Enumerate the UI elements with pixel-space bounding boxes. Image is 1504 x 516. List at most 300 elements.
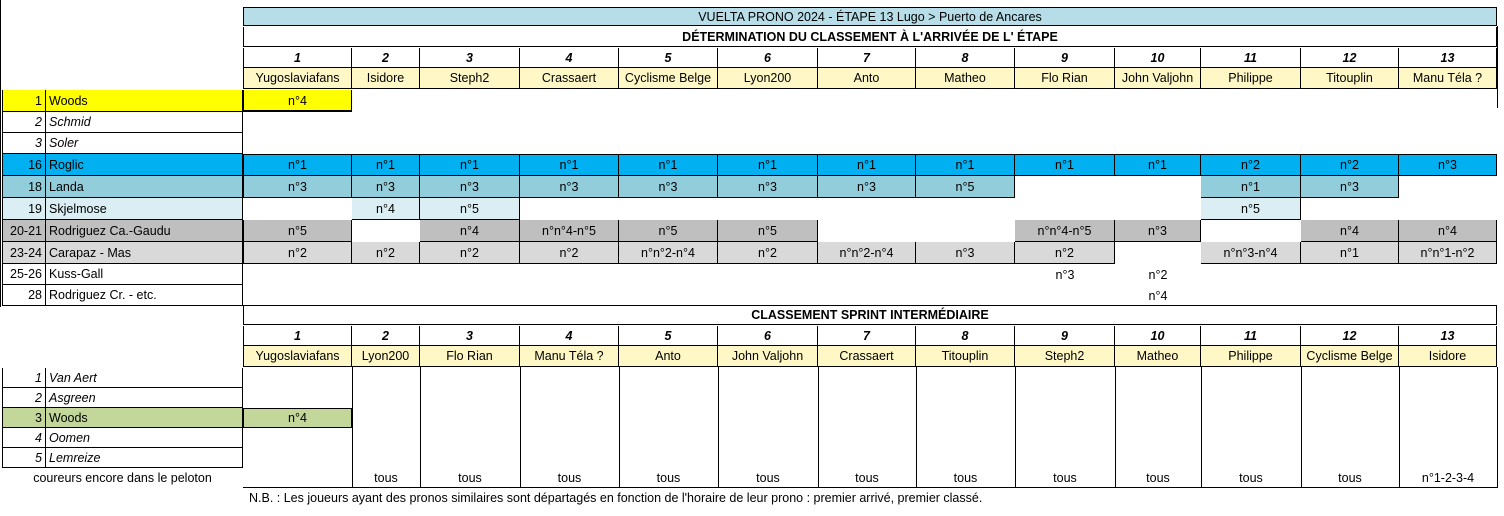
- stage-rider-pos: 28: [2, 285, 46, 306]
- stage-prono-cell: n°1: [352, 154, 420, 176]
- stage-rider-name: Kuss-Gall: [46, 264, 243, 285]
- stage-prono-cell: n°1: [1115, 154, 1201, 176]
- sprint-prono-cell: [619, 448, 718, 468]
- sprint-rank: 2: [352, 326, 420, 346]
- stage-prono-cell: n°2: [1015, 242, 1115, 264]
- peloton-cell: tous: [1239, 471, 1263, 485]
- sprint-prono-cell: [352, 448, 420, 468]
- stage-prono-cell: n°1: [1201, 176, 1301, 198]
- stage-prono-cell: [420, 90, 520, 112]
- stage-prono-cell: [1201, 133, 1301, 154]
- stage-prono-cell: [1115, 198, 1201, 220]
- stage-prono-cell: n°2: [1301, 154, 1399, 176]
- stage-rank: 9: [1015, 48, 1115, 68]
- stage-prono-cell: [1115, 242, 1201, 264]
- stage-prono-cell: [243, 264, 352, 285]
- stage-rank: 11: [1201, 48, 1301, 68]
- sprint-prono-cell: [1015, 448, 1115, 468]
- sprint-rank: 9: [1015, 326, 1115, 346]
- sprint-prono-cell: [352, 428, 420, 448]
- stage-prono-cell: n°3: [1301, 176, 1399, 198]
- bottom-border: [243, 487, 1498, 488]
- stage-prono-cell: n°1: [718, 154, 818, 176]
- stage-prono-cell: [818, 264, 916, 285]
- stage-player-12: Titouplin: [1301, 68, 1399, 89]
- stage-prono-cell: n°2: [520, 242, 619, 264]
- sprint-rider-pos: 2: [2, 388, 46, 408]
- sprint-prono-cell: [243, 448, 352, 468]
- stage-prono-cell: [916, 198, 1015, 220]
- stage-prono-cell: n°1: [1015, 154, 1115, 176]
- stage-prono-cell: n°3: [1055, 267, 1075, 282]
- stage-prono-cell: [520, 285, 619, 306]
- peloton-label: coureurs encore dans le peloton: [33, 471, 212, 485]
- stage-rider-pos: 3: [2, 133, 46, 154]
- stage-player-13: Manu Téla ?: [1399, 68, 1497, 89]
- sprint-rider-pos: 1: [2, 368, 46, 388]
- stage-prono-cell: [916, 264, 1015, 285]
- peloton-cell: tous: [756, 471, 780, 485]
- stage-prono-cell: [1399, 112, 1497, 133]
- sprint-rank: 7: [818, 326, 916, 346]
- sprint-prono-cell: [420, 368, 520, 388]
- stage-prono-cell: [619, 264, 718, 285]
- stage-prono-cell: n°n°3-n°4: [1201, 242, 1301, 264]
- sprint-rank: 1: [243, 326, 352, 346]
- stage-rank: 12: [1301, 48, 1399, 68]
- stage-prono-cell: [520, 198, 619, 220]
- stage-prono-cell: [1015, 198, 1115, 220]
- sprint-prono-cell: [1115, 428, 1201, 448]
- stage-rider-name: Schmid: [46, 112, 243, 133]
- stage-rider-pos: 20-21: [2, 220, 46, 242]
- stage-prono-cell: [1015, 176, 1115, 198]
- stage-prono-cell: [619, 198, 718, 220]
- sprint-rider-pos: 3: [2, 408, 46, 428]
- sprint-player-2: Lyon200: [352, 346, 420, 367]
- sprint-rank: 13: [1399, 326, 1497, 346]
- sprint-player-12: Cyclisme Belge: [1301, 346, 1399, 367]
- stage-prono-cell: n°2: [1148, 267, 1168, 282]
- stage-prono-cell: [1201, 90, 1301, 112]
- stage-rank: 7: [818, 48, 916, 68]
- stage-rank: 10: [1115, 48, 1201, 68]
- sprint-prono-cell: [1301, 408, 1399, 428]
- stage-prono-cell: [352, 90, 420, 112]
- sprint-player-4: Manu Téla ?: [520, 346, 619, 367]
- stage-prono-cell: [1301, 133, 1399, 154]
- stage-player-3: Steph2: [420, 68, 520, 89]
- stage-prono-cell: n°3: [1115, 220, 1201, 242]
- stage-prono-cell: [420, 133, 520, 154]
- stage-player-4: Crassaert: [520, 68, 619, 89]
- sprint-rider-name: Woods: [46, 408, 243, 428]
- stage-prono-cell: n°1: [420, 154, 520, 176]
- sprint-prono-cell: [916, 428, 1015, 448]
- stage-prono-cell: [619, 133, 718, 154]
- stage-prono-cell: [818, 198, 916, 220]
- stage-prono-cell: [352, 112, 420, 133]
- peloton-cell: tous: [656, 471, 681, 485]
- sprint-rider-name: Oomen: [46, 428, 243, 448]
- sprint-prono-cell: [1399, 408, 1497, 428]
- stage-prono-cell: [718, 285, 818, 306]
- sprint-prono-cell: [520, 368, 619, 388]
- stage-prono-cell: [718, 198, 818, 220]
- stage-prono-cell: n°3: [718, 176, 818, 198]
- stage-rider-pos: 16: [2, 154, 46, 176]
- stage-rank: 3: [420, 48, 520, 68]
- peloton-cell: tous: [1146, 471, 1170, 485]
- stage-prono-cell: n°2: [1201, 154, 1301, 176]
- stage-prono-cell: [619, 285, 718, 306]
- stage-prono-cell: [916, 285, 1015, 306]
- sprint-prono-cell: [818, 388, 916, 408]
- sprint-prono-cell: [520, 428, 619, 448]
- stage-prono-cell: [1399, 90, 1497, 112]
- sprint-rider-name: Van Aert: [46, 368, 243, 388]
- sprint-player-10: Matheo: [1115, 346, 1201, 367]
- sprint-prono-cell: [818, 368, 916, 388]
- sprint-prono-cell: [1015, 388, 1115, 408]
- stage-player-7: Anto: [818, 68, 916, 89]
- stage-prono-cell: n°3: [916, 242, 1015, 264]
- stage-prono-cell: [718, 264, 818, 285]
- stage-rank: 8: [916, 48, 1015, 68]
- stage-rider-name: Skjelmose: [46, 198, 243, 220]
- stage-prono-cell: n°5: [916, 176, 1015, 198]
- stage-player-5: Cyclisme Belge: [619, 68, 718, 89]
- sprint-prono-cell: [1201, 448, 1301, 468]
- stage-prono-cell: [818, 90, 916, 112]
- stage-prono-cell: [420, 285, 520, 306]
- sprint-prono-cell: [718, 388, 818, 408]
- stage-prono-cell: n°2: [718, 242, 818, 264]
- stage-heading: DÉTERMINATION DU CLASSEMENT À L'ARRIVÉE DE L' ÉTAPE: [243, 27, 1497, 47]
- sprint-prono-cell: [1201, 368, 1301, 388]
- sprint-rank: 10: [1115, 326, 1201, 346]
- sprint-prono-cell: [818, 428, 916, 448]
- sprint-prono-cell: [243, 368, 352, 388]
- stage-prono-cell: [1015, 90, 1115, 112]
- sprint-rank: 6: [718, 326, 818, 346]
- stage-prono-cell: n°3: [520, 176, 619, 198]
- stage-prono-cell: [916, 220, 1015, 242]
- stage-prono-cell: [1301, 112, 1399, 133]
- sprint-rank: 3: [420, 326, 520, 346]
- stage-prono-cell: n°4: [1301, 220, 1399, 242]
- stage-rank: 6: [718, 48, 818, 68]
- sprint-player-11: Philippe: [1201, 346, 1301, 367]
- sprint-prono-cell: [1115, 448, 1201, 468]
- sprint-prono-cell: n°4: [243, 408, 352, 428]
- sprint-prono-cell: [619, 368, 718, 388]
- stage-prono-cell: n°4: [1399, 220, 1497, 242]
- sprint-prono-cell: [1301, 428, 1399, 448]
- sprint-prono-cell: [1201, 408, 1301, 428]
- sprint-prono-cell: [520, 408, 619, 428]
- stage-prono-cell: [352, 285, 420, 306]
- stage-rank: 1: [243, 48, 352, 68]
- stage-prono-cell: n°1: [916, 154, 1015, 176]
- sprint-prono-cell: [420, 388, 520, 408]
- stage-prono-cell: [718, 112, 818, 133]
- sprint-prono-cell: [619, 408, 718, 428]
- stage-prono-cell: n°3: [818, 176, 916, 198]
- stage-prono-cell: [1301, 285, 1399, 306]
- sprint-prono-cell: [1399, 368, 1497, 388]
- stage-prono-cell: [420, 264, 520, 285]
- stage-prono-cell: n°4: [352, 198, 420, 220]
- stage-prono-cell: [619, 112, 718, 133]
- sprint-prono-cell: [1301, 368, 1399, 388]
- stage-prono-cell: n°n°1-n°2: [1399, 242, 1497, 264]
- stage-rider-name: Woods: [46, 90, 243, 112]
- stage-prono-cell: [520, 264, 619, 285]
- sprint-rider-name: Lemreize: [46, 448, 243, 468]
- sprint-prono-cell: [1115, 388, 1201, 408]
- row-border: [243, 110, 352, 112]
- sprint-rank: 4: [520, 326, 619, 346]
- sprint-prono-cell: [916, 388, 1015, 408]
- sprint-prono-cell: [1301, 388, 1399, 408]
- peloton-cell: n°1-2-3-4: [1421, 471, 1475, 485]
- stage-prono-cell: [520, 133, 619, 154]
- sprint-prono-cell: [1015, 368, 1115, 388]
- stage-prono-cell: n°1: [619, 154, 718, 176]
- stage-prono-cell: [1301, 90, 1399, 112]
- sprint-prono-cell: [619, 388, 718, 408]
- sprint-prono-cell: [619, 428, 718, 448]
- stage-prono-cell: [1115, 112, 1201, 133]
- peloton-cell: tous: [855, 471, 879, 485]
- stage-prono-cell: n°5: [619, 220, 718, 242]
- stage-player-1: Yugoslaviafans: [243, 68, 352, 89]
- sprint-player-3: Flo Rian: [420, 346, 520, 367]
- stage-prono-cell: [718, 133, 818, 154]
- stage-prono-cell: [243, 133, 352, 154]
- stage-prono-cell: [1115, 133, 1201, 154]
- stage-prono-cell: [916, 112, 1015, 133]
- stage-prono-cell: [420, 112, 520, 133]
- sprint-player-8: Titouplin: [916, 346, 1015, 367]
- stage-prono-cell: [1301, 198, 1399, 220]
- stage-prono-cell: n°n°4-n°5: [1015, 220, 1115, 242]
- stage-prono-cell: [1115, 90, 1201, 112]
- stage-prono-cell: n°3: [619, 176, 718, 198]
- stage-rider-name: Roglic: [46, 154, 243, 176]
- stage-prono-cell: [1399, 198, 1497, 220]
- stage-rider-pos: 23-24: [2, 242, 46, 264]
- stage-rank: 5: [619, 48, 718, 68]
- sprint-prono-cell: [352, 388, 420, 408]
- stage-prono-cell: n°1: [818, 154, 916, 176]
- stage-prono-cell: n°1: [243, 154, 352, 176]
- sprint-rank: 5: [619, 326, 718, 346]
- sprint-prono-cell: [1115, 408, 1201, 428]
- sprint-prono-cell: [1301, 448, 1399, 468]
- stage-prono-cell: [1015, 112, 1115, 133]
- stage-prono-cell: [818, 220, 916, 242]
- sprint-prono-cell: [1201, 428, 1301, 448]
- sprint-prono-cell: [818, 448, 916, 468]
- stage-prono-cell: [818, 133, 916, 154]
- stage-rider-name: Carapaz - Mas: [46, 242, 243, 264]
- stage-prono-cell: [1201, 264, 1301, 285]
- sprint-prono-cell: [420, 428, 520, 448]
- stage-rider-name: Rodriguez Ca.-Gaudu: [46, 220, 243, 242]
- sprint-prono-cell: [718, 428, 818, 448]
- stage-prono-cell: n°5: [243, 220, 352, 242]
- stage-prono-cell: n°1: [1301, 242, 1399, 264]
- sprint-rider-pos: 5: [2, 448, 46, 468]
- stage-rank: 13: [1399, 48, 1497, 68]
- stage-rider-pos: 25-26: [2, 264, 46, 285]
- sprint-prono-cell: [420, 408, 520, 428]
- stage-title: VUELTA PRONO 2024 - ÉTAPE 13 Lugo > Puerto de Ancares: [243, 7, 1497, 26]
- stage-prono-cell: n°1: [520, 154, 619, 176]
- stage-prono-cell: [243, 285, 352, 306]
- stage-prono-cell: [818, 112, 916, 133]
- stage-prono-cell: n°4: [420, 220, 520, 242]
- left-border: [0, 0, 1, 307]
- stage-player-8: Matheo: [916, 68, 1015, 89]
- stage-prono-cell: n°3: [420, 176, 520, 198]
- stage-player-6: Lyon200: [718, 68, 818, 89]
- sprint-player-7: Crassaert: [818, 346, 916, 367]
- stage-rider-pos: 18: [2, 176, 46, 198]
- peloton-cell: tous: [458, 471, 482, 485]
- stage-prono-cell: n°4: [243, 90, 352, 112]
- stage-prono-cell: n°n°2-n°4: [619, 242, 718, 264]
- peloton-cell: tous: [1338, 471, 1362, 485]
- stage-prono-cell: n°4: [1148, 288, 1168, 303]
- footnote: N.B. : Les joueurs ayant des pronos similaires sont départagés en fonction de l'horaire de leur prono : premier arrivé, premier classé.: [249, 491, 983, 505]
- peloton-cell: [243, 468, 352, 488]
- sprint-player-5: Anto: [619, 346, 718, 367]
- sprint-prono-cell: [718, 448, 818, 468]
- stage-rank: 4: [520, 48, 619, 68]
- stage-prono-cell: [352, 264, 420, 285]
- stage-prono-cell: [243, 112, 352, 133]
- stage-prono-cell: n°5: [420, 198, 520, 220]
- stage-prono-cell: n°3: [243, 176, 352, 198]
- stage-prono-cell: [352, 220, 420, 242]
- peloton-cell: tous: [374, 471, 398, 485]
- stage-prono-cell: [243, 198, 352, 220]
- stage-prono-cell: [1201, 220, 1301, 242]
- stage-player-2: Isidore: [352, 68, 420, 89]
- peloton-cell: tous: [953, 471, 978, 485]
- stage-prono-cell: [1015, 285, 1115, 306]
- stage-prono-cell: [1301, 264, 1399, 285]
- sprint-prono-cell: [1399, 428, 1497, 448]
- stage-prono-cell: n°n°2-n°4: [818, 242, 916, 264]
- sprint-prono-cell: [916, 408, 1015, 428]
- sprint-prono-cell: [916, 448, 1015, 468]
- sprint-prono-cell: [352, 408, 420, 428]
- stage-prono-cell: [718, 90, 818, 112]
- sprint-prono-cell: [1015, 408, 1115, 428]
- sprint-rank: 12: [1301, 326, 1399, 346]
- right-border: [1497, 26, 1498, 108]
- sprint-prono-cell: [916, 368, 1015, 388]
- stage-prono-cell: [352, 133, 420, 154]
- column-line: [1497, 367, 1498, 487]
- stage-prono-cell: [1115, 176, 1201, 198]
- stage-player-9: Flo Rian: [1015, 68, 1115, 89]
- peloton-cell: tous: [557, 471, 582, 485]
- stage-prono-cell: [916, 133, 1015, 154]
- stage-player-11: Philippe: [1201, 68, 1301, 89]
- sprint-prono-cell: [1201, 388, 1301, 408]
- stage-prono-cell: [818, 285, 916, 306]
- stage-prono-cell: [619, 90, 718, 112]
- stage-prono-cell: n°5: [718, 220, 818, 242]
- stage-rider-pos: 1: [2, 90, 46, 112]
- stage-prono-cell: n°3: [352, 176, 420, 198]
- sprint-rider-name: Asgreen: [46, 388, 243, 408]
- stage-prono-cell: n°3: [1399, 154, 1497, 176]
- stage-prono-cell: [916, 90, 1015, 112]
- sprint-prono-cell: [243, 428, 352, 448]
- sprint-prono-cell: [520, 448, 619, 468]
- sprint-prono-cell: [1115, 368, 1201, 388]
- peloton-cell: tous: [1053, 471, 1077, 485]
- stage-prono-cell: [1015, 133, 1115, 154]
- stage-prono-cell: [1399, 285, 1497, 306]
- sprint-player-9: Steph2: [1015, 346, 1115, 367]
- sprint-player-6: John Valjohn: [718, 346, 818, 367]
- sprint-heading: CLASSEMENT SPRINT INTERMÉDIAIRE: [243, 305, 1497, 325]
- stage-rider-pos: 19: [2, 198, 46, 220]
- sprint-rider-pos: 4: [2, 428, 46, 448]
- sprint-prono-cell: [718, 408, 818, 428]
- stage-prono-cell: n°2: [352, 242, 420, 264]
- sprint-player-13: Isidore: [1399, 346, 1497, 367]
- stage-rider-name: Rodriguez Cr. - etc.: [46, 285, 243, 306]
- stage-prono-cell: n°5: [1201, 198, 1301, 220]
- stage-prono-cell: n°2: [420, 242, 520, 264]
- sprint-prono-cell: [1399, 448, 1497, 468]
- sprint-prono-cell: [1399, 388, 1497, 408]
- stage-prono-cell: [1399, 133, 1497, 154]
- stage-prono-cell: [1201, 285, 1301, 306]
- sprint-prono-cell: [352, 368, 420, 388]
- stage-rider-name: Soler: [46, 133, 243, 154]
- sprint-rank: 11: [1201, 326, 1301, 346]
- stage-prono-cell: [520, 112, 619, 133]
- sprint-prono-cell: [520, 388, 619, 408]
- stage-rank: 2: [352, 48, 420, 68]
- stage-player-10: John Valjohn: [1115, 68, 1201, 89]
- stage-prono-cell: n°n°4-n°5: [520, 220, 619, 242]
- stage-rider-name: Landa: [46, 176, 243, 198]
- stage-prono-cell: [1399, 264, 1497, 285]
- sprint-prono-cell: [818, 408, 916, 428]
- stage-prono-cell: [1201, 112, 1301, 133]
- sprint-rank: 8: [916, 326, 1015, 346]
- sprint-prono-cell: [1015, 428, 1115, 448]
- stage-prono-cell: [520, 90, 619, 112]
- sprint-prono-cell: [243, 388, 352, 408]
- sprint-player-1: Yugoslaviafans: [243, 346, 352, 367]
- stage-prono-cell: [1399, 176, 1497, 198]
- stage-prono-cell: n°2: [243, 242, 352, 264]
- stage-rider-pos: 2: [2, 112, 46, 133]
- sprint-prono-cell: [718, 368, 818, 388]
- sprint-prono-cell: [420, 448, 520, 468]
